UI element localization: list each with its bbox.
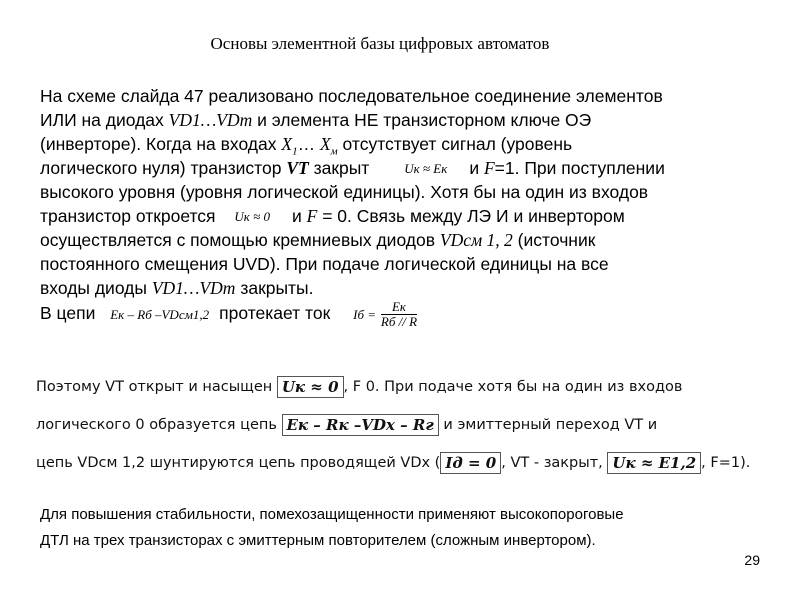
text: транзистор откроется: [40, 206, 216, 226]
paragraph-line: [40, 204, 780, 228]
text: На схеме слайда 47 реализовано последовательное соединение элементов: [40, 86, 663, 106]
text: постоянного смещения UVD). При подаче логической единицы на все: [40, 254, 609, 274]
text: = 0. Связь между ЛЭ И и инвертором: [317, 206, 625, 226]
text: закрыт: [308, 158, 370, 178]
text: отсутствует сигнал (уровень: [337, 134, 573, 154]
paragraph-line: [40, 252, 780, 276]
text: и: [292, 206, 307, 226]
paragraph-line: [40, 108, 780, 132]
paragraph-line: [40, 84, 780, 108]
formula-box: Iд = 0: [440, 452, 501, 474]
text: …: [297, 134, 320, 154]
formula-uk-ek: Uк ≈ Eк: [404, 161, 448, 177]
text: =1. При поступлении: [494, 158, 665, 178]
conclusion-paragraph: [40, 502, 770, 554]
input-xm: X: [319, 134, 331, 154]
subscript: 1: [292, 145, 298, 158]
text: входы диоды: [40, 278, 152, 298]
scan-line-1: [36, 376, 776, 398]
text: ДТЛ на трех транзисторах с эмиттерным повторителем (сложным инвертором).: [40, 532, 596, 549]
formula-box: Uк ≈ 0: [277, 376, 344, 398]
paragraph-line: [40, 276, 780, 300]
formula-ib-fraction: [381, 300, 417, 329]
text: цепь VDсм 1,2 шунтируются цепь проводящей VDх (: [36, 455, 441, 471]
diode-range: VD1…VDm: [151, 278, 236, 298]
text: , VT - закрыт,: [501, 455, 603, 471]
text: , F 0. При подаче хотя бы на один из входов: [343, 379, 683, 395]
text: осуществляется с помощью кремниевых диодов: [40, 230, 440, 250]
paragraph-line: [40, 300, 780, 330]
formula-box: Uк ≈ E1,2: [607, 452, 701, 474]
diode-range: VD1…VDm: [168, 110, 253, 130]
text: логического 0 образуется цепь: [36, 417, 277, 433]
paragraph-line: [40, 228, 780, 252]
text: протекает ток: [219, 303, 331, 324]
scan-line-3: [36, 452, 776, 474]
output-f: F: [483, 158, 495, 178]
text: ИЛИ на диодах: [40, 110, 169, 130]
paragraph-line: [40, 132, 780, 156]
paragraph-line: [40, 156, 780, 180]
text: Поэтому VT открыт и насыщен: [36, 379, 273, 395]
text: логического нуля) транзистор: [40, 158, 287, 178]
text: (инверторе). Когда на входах: [40, 134, 282, 154]
subscript: м: [330, 145, 338, 158]
page-title: Основы элементной базы цифровых автоматов: [210, 34, 550, 53]
text: (источник: [512, 230, 596, 250]
paragraph-line: [40, 180, 780, 204]
input-x1: X: [281, 134, 293, 154]
formula-box: Eк – Rк –VDх – Rг: [282, 414, 439, 436]
text: В цепи: [40, 303, 96, 324]
output-f: F: [306, 206, 318, 226]
text: Для повышения стабильности, помехозащищенности применяют высокопороговые: [40, 506, 624, 523]
text: высокого уровня (уровня логической единицы). Хотя бы на один из входов: [40, 182, 649, 202]
formula-uk-zero: Uк ≈ 0: [234, 209, 271, 225]
text: и: [469, 158, 484, 178]
transistor-label: VT: [286, 158, 309, 178]
bias-diodes: VDсм 1, 2: [439, 230, 513, 250]
text: и эмиттерный переход VT и: [443, 417, 658, 433]
main-paragraph: [40, 84, 780, 330]
fraction-denominator: Rб // R: [380, 314, 418, 329]
page-number: 29: [744, 552, 760, 568]
text: , F=1).: [701, 455, 751, 471]
fraction-numerator: Eк: [381, 300, 417, 315]
formula-circuit: Eк – Rб –VDсм1,2: [110, 306, 210, 322]
text: и элемента НЕ транзисторном ключе ОЭ: [252, 110, 592, 130]
scan-line-2: [36, 414, 776, 436]
formula-ib-lhs: Iб =: [353, 306, 377, 322]
text: закрыты.: [235, 278, 314, 298]
